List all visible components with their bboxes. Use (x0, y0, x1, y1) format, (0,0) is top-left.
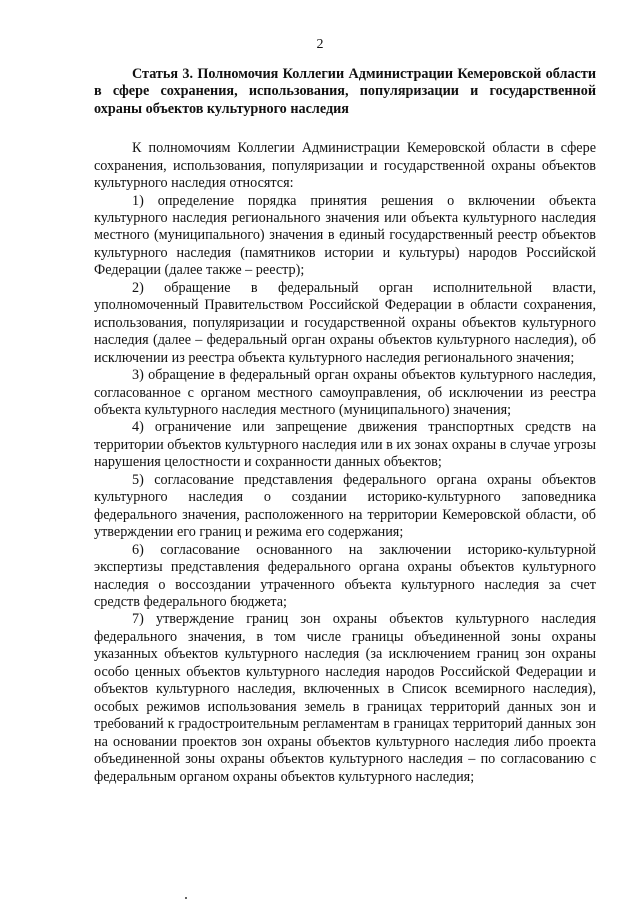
article-item-7: 7) утверждение границ зон охраны объектов культурного наследия федерального значения, в том числе границы объединенной зоны охраны указанных объектов культурного наследия (за исключением границ зон охраны особо ценных объектов культурного наследия народов Российской Федерации и объектов культурного наследия, включенных в Список всемирного наследия), особых режимов использования земель в границах территорий данных зон и требований к градостроительным регламентам в границах территорий данных зон на основании проектов зон охраны объектов культурного наследия либо проекта объединенной зоны охраны объектов культурного наследия – по согласованию с федеральным органом охраны объектов культурного наследия; (94, 611, 596, 785)
article-title: Статья 3. Полномочия Коллегии Администрации Кемеровской области в сфере сохранения, использования, популяризации и государственной охраны объектов культурного наследия (94, 66, 596, 117)
scan-dot (185, 897, 187, 899)
article-body (94, 66, 596, 786)
article-item-2: 2) обращение в федеральный орган исполнительной власти, уполномоченный Правительством Российской Федерации в области сохранения, использования, популяризации и государственной охраны объектов культурного наследия (далее – федеральный орган охраны объектов культурного наследия), об исключении из реестра объекта культурного наследия регионального значения; (94, 279, 596, 366)
article-intro: К полномочиям Коллегии Администрации Кемеровской области в сфере сохранения, использования, популяризации и государственной охраны объектов культурного наследия относятся: (94, 140, 596, 192)
article-item-1: 1) определение порядка принятия решения о включении объекта культурного наследия регионального значения или объекта культурного наследия местного (муниципального) значения в единый государственный реестр объектов культурного наследия (памятников истории и культуры) народов Российской Федерации (далее также – реестр); (94, 192, 596, 279)
article-item-5: 5) согласование представления федерального органа охраны объектов культурного наследия о создании историко-культурного заповедника федерального значения, расположенного на территории Кемеровской области, об утверждении его границ и режима его содержания; (94, 471, 596, 541)
article-item-3: 3) обращение в федеральный орган охраны объектов культурного наследия, согласованное с органом местного самоуправления, об исключении из реестра объекта культурного наследия местного (муниципального) значения; (94, 367, 596, 419)
article-item-4: 4) ограничение или запрещение движения транспортных средств на территории объектов культурного наследия или в их зонах охраны в случае угрозы нарушения целостности и сохранности данных объектов; (94, 419, 596, 471)
article-item-6: 6) согласование основанного на заключении историко-культурной экспертизы представления федерального органа охраны объектов культурного наследия о воссоздании утраченного объекта культурного наследия за счет средств федерального бюджета; (94, 541, 596, 610)
page-number: 2 (316, 37, 324, 52)
